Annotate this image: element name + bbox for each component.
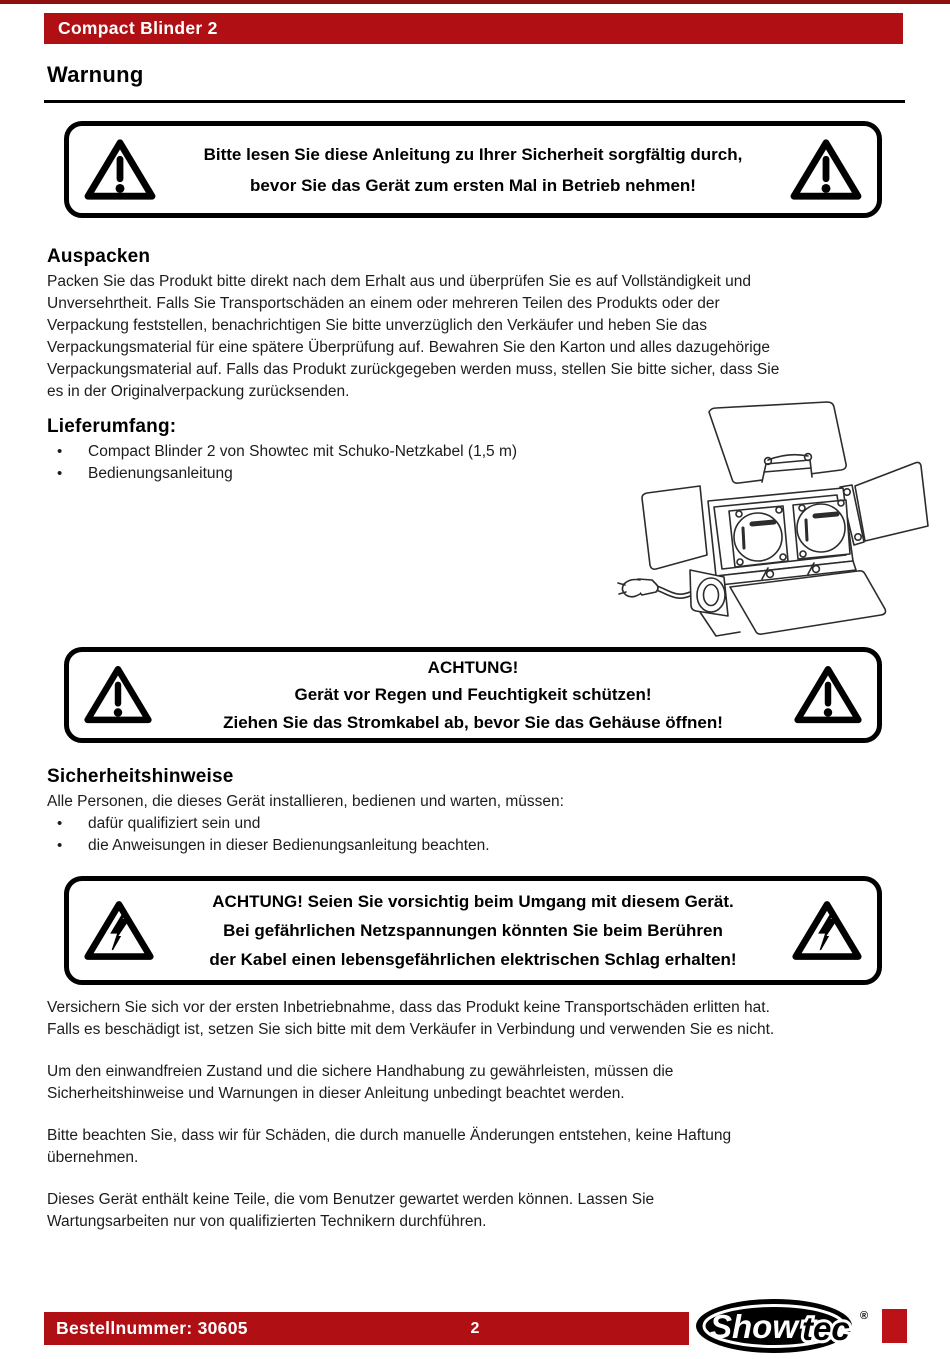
showtec-logo: [694, 1297, 878, 1355]
warning-triangle-icon: [83, 137, 157, 203]
paragraph-line: Bitte beachten Sie, dass wir für Schäden, die durch manuelle Änderungen entstehen, keine Haftung: [47, 1127, 732, 1144]
paragraph-line: es in der Originalverpackung zurücksenden.: [47, 383, 350, 400]
warning-line: Ziehen Sie das Stromkabel ab, bevor Sie das Gehäuse öffnen!: [223, 712, 723, 732]
sicherheitshinweise-intro: Alle Personen, die dieses Gerät installieren, bedienen und warten, müssen:: [47, 793, 564, 810]
footer-order-number: Bestellnummer: 30605: [56, 1318, 248, 1338]
list-item-label: die Anweisungen in dieser Bedienungsanleitung beachten.: [88, 837, 490, 854]
list-item-label: dafür qualifiziert sein und: [88, 815, 261, 832]
title-underline: [44, 100, 905, 103]
paragraph-safe-handling: [47, 1061, 673, 1105]
footer-red-square: [882, 1309, 907, 1343]
warning-line: Bitte lesen Sie diese Anleitung zu Ihrer Sicherheit sorgfältig durch,: [203, 144, 743, 164]
bullet-icon: •: [57, 443, 63, 460]
paragraph-line: übernehmen.: [47, 1149, 139, 1166]
warning-box-text: [155, 887, 791, 974]
list-item: [47, 813, 490, 835]
warning-line: der Kabel einen lebensgefährlichen elektrischen Schlag erhalten!: [209, 950, 737, 969]
logo-text-tec: tec: [802, 1310, 850, 1347]
paragraph-line: Verpackungsmaterial auf. Falls das Produkt zurückgegeben werden muss, stellen Sie bitte sicher, dass Sie: [47, 361, 780, 378]
page-header-title: Compact Blinder 2: [58, 18, 218, 38]
paragraph-line: Verpackungsmaterial für eine spätere Überprüfung auf. Bewahren Sie den Karton und alles dazugehörige: [47, 339, 770, 356]
paragraph-line: Wartungsarbeiten nur von qualifizierten Technikern durchführen.: [47, 1213, 487, 1230]
paragraph-line: Sicherheitshinweise und Warnungen in dieser Anleitung unbedingt beachtet werden.: [47, 1085, 625, 1102]
high-voltage-icon: [83, 898, 155, 964]
list-item: [47, 463, 517, 485]
warning-box-electric-shock: [64, 876, 882, 985]
warning-box-moisture: [64, 647, 882, 743]
paragraph-line: Packen Sie das Produkt bitte direkt nach dem Erhalt aus und überprüfen Sie es auf Vollständigkeit und: [47, 273, 751, 290]
lieferumfang-list: [47, 441, 517, 485]
list-item: [47, 835, 490, 857]
paragraph-line: Verpackung feststellen, benachrichtigen Sie bitte unverzüglich den Verkäufer und heben Sie das: [47, 317, 708, 334]
warning-line: bevor Sie das Gerät zum ersten Mal in Betrieb nehmen!: [250, 175, 696, 195]
bullet-icon: •: [57, 465, 63, 482]
section-heading-auspacken: Auspacken: [47, 246, 151, 267]
bullet-icon: •: [57, 815, 63, 832]
page-header-bar: [44, 13, 903, 44]
auspacken-paragraph: [47, 271, 779, 403]
section-heading-lieferumfang: Lieferumfang:: [47, 416, 177, 437]
paragraph-line: Falls es beschädigt ist, setzen Sie sich bitte mit dem Verkäufer in Verbindung und verwenden Sie es nicht.: [47, 1021, 775, 1038]
section-heading-sicherheitshinweise: Sicherheitshinweise: [47, 766, 234, 787]
warning-box-read-manual: [64, 121, 882, 218]
sicherheitshinweise-list: [47, 813, 490, 857]
list-item-label: Bedienungsanleitung: [88, 465, 233, 482]
warning-triangle-icon: [83, 663, 153, 727]
paragraph-line: Um den einwandfreien Zustand und die sichere Handhabung zu gewährleisten, müssen die: [47, 1063, 674, 1080]
footer-page-number: 2: [470, 1320, 480, 1337]
top-edge-strip: [0, 0, 950, 4]
warning-triangle-icon: [793, 663, 863, 727]
bullet-icon: •: [57, 837, 63, 854]
high-voltage-icon: [791, 898, 863, 964]
warning-triangle-icon: [789, 137, 863, 203]
warning-box-text: [157, 139, 789, 201]
paragraph-maintenance: [47, 1189, 654, 1233]
logo-text-show: Show: [710, 1308, 798, 1345]
warning-box-text: [153, 654, 793, 737]
paragraph-transport-damage: [47, 997, 774, 1041]
warning-line: ACHTUNG!: [427, 657, 519, 677]
warning-line: Gerät vor Regen und Feuchtigkeit schützen!: [294, 685, 652, 705]
paragraph-line: Versichern Sie sich vor der ersten Inbetriebnahme, dass das Produkt keine Transportschäden erlitten hat.: [47, 999, 770, 1016]
logo-registered-mark: ®: [860, 1310, 869, 1322]
warning-line: Bei gefährlichen Netzspannungen könnten Sie beim Berühren: [223, 921, 723, 940]
list-item-label: Compact Blinder 2 von Showtec mit Schuko-Netzkabel (1,5 m): [88, 443, 518, 460]
warning-line: ACHTUNG! Seien Sie vorsichtig beim Umgang mit diesem Gerät.: [212, 892, 734, 911]
paragraph-line: Dieses Gerät enthält keine Teile, die vom Benutzer gewartet werden können. Lassen Sie: [47, 1191, 655, 1208]
paragraph-liability: [47, 1125, 731, 1169]
list-item: [47, 441, 517, 463]
product-illustration: [612, 398, 930, 648]
page-title: Warnung: [47, 62, 144, 87]
paragraph-line: Unversehrtheit. Falls Sie Transportschäden an einem oder mehreren Teilen des Produkts oder der: [47, 295, 720, 312]
